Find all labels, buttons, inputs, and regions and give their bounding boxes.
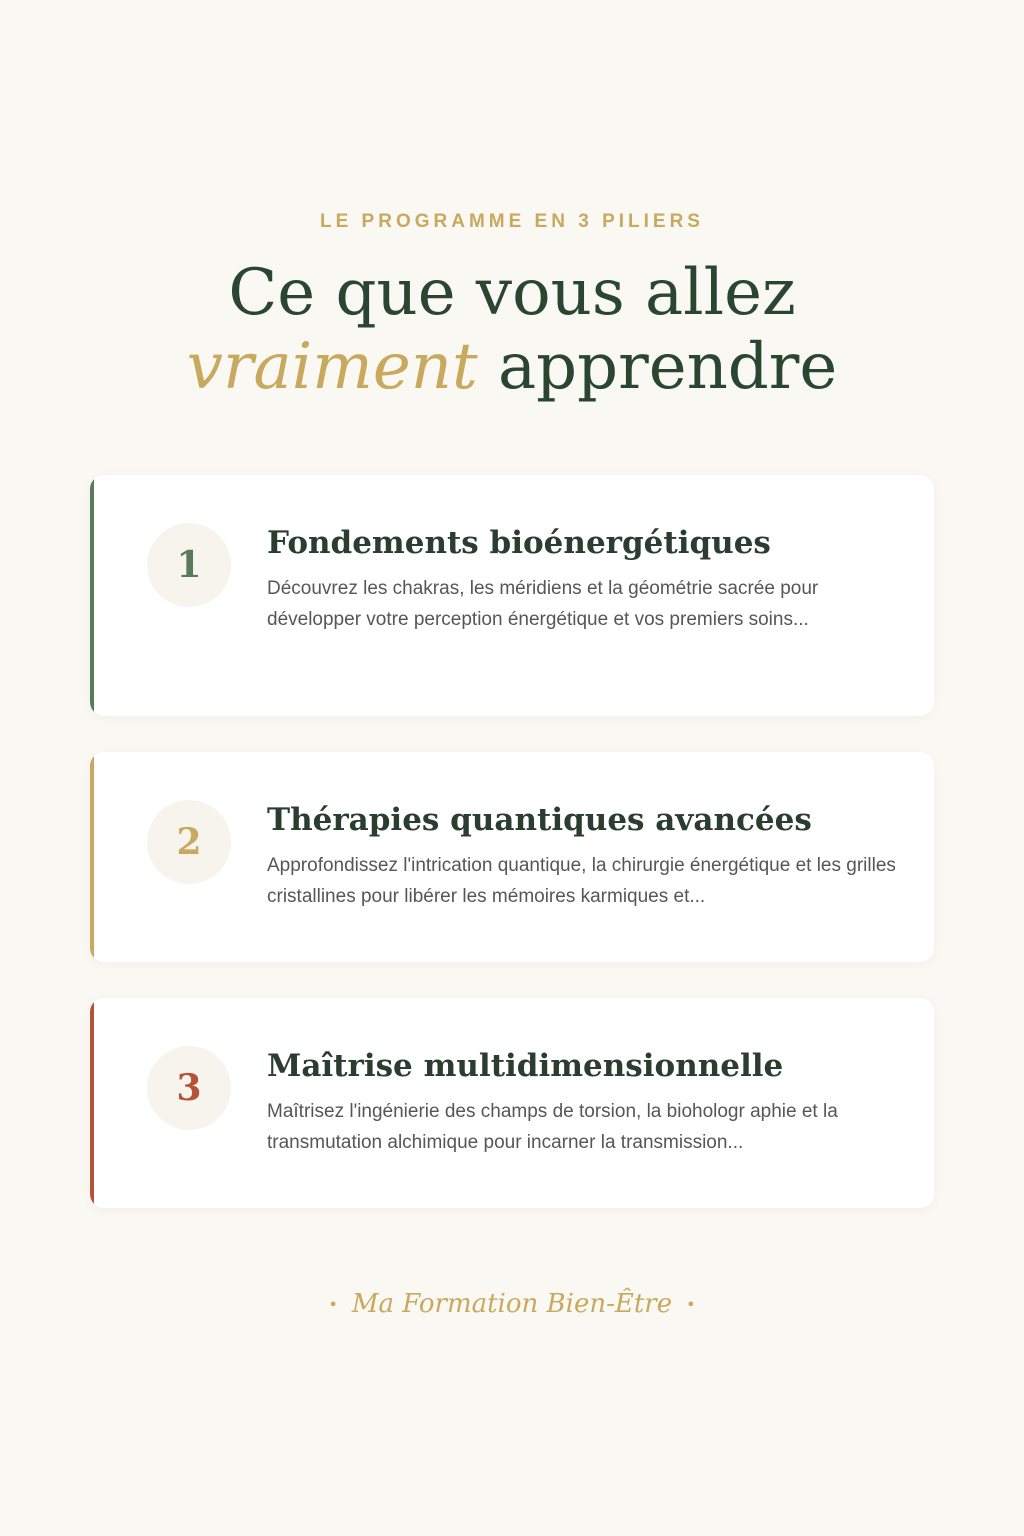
footer-dot-right: • — [686, 1295, 696, 1314]
pillar-title: Maîtrise multidimensionnelle — [267, 1048, 784, 1084]
footer-dot-left: • — [328, 1295, 338, 1314]
pillar-card-3 — [90, 998, 934, 1208]
headline-line-1: Ce que vous allez — [228, 256, 796, 330]
pillar-description: Approfondissez l'intrication quantique, la chirurgie énergétique et les grilles cristallines pour libérer les mémoires karmiques et... — [267, 855, 896, 907]
pillar-description: Maîtrisez l'ingénierie des champs de torsion, la biohologr aphie et la transmutation alchimique pour incarner la transmission... — [267, 1101, 838, 1153]
pillar-title: Fondements bioénergétiques — [267, 525, 771, 561]
brand-name: Ma Formation Bien-Être — [351, 1289, 673, 1319]
pillar-accent-bar — [90, 752, 94, 962]
pillar-accent-bar — [90, 475, 94, 716]
pillar-card-1 — [90, 475, 934, 716]
section-eyebrow: LE PROGRAMME EN 3 PILIERS — [320, 211, 704, 232]
pillar-number: 3 — [176, 1067, 202, 1109]
pillar-accent-bar — [90, 998, 94, 1208]
headline-line-2: apprendre — [477, 330, 838, 404]
page-title — [0, 256, 1024, 404]
pillar-number-badge — [147, 1046, 231, 1130]
footer-brand — [0, 1286, 1024, 1323]
headline-accent: vraiment — [186, 330, 478, 404]
pillar-description: Découvrez les chakras, les méridiens et la géométrie sacrée pour développer votre perception énergétique et vos premiers soins... — [267, 578, 819, 630]
pillar-number: 2 — [176, 821, 202, 863]
pillar-number-badge — [147, 800, 231, 884]
pillar-title: Thérapies quantiques avancées — [267, 802, 812, 838]
pillar-number: 1 — [176, 544, 202, 586]
pillar-card-2 — [90, 752, 934, 962]
pillar-number-badge — [147, 523, 231, 607]
